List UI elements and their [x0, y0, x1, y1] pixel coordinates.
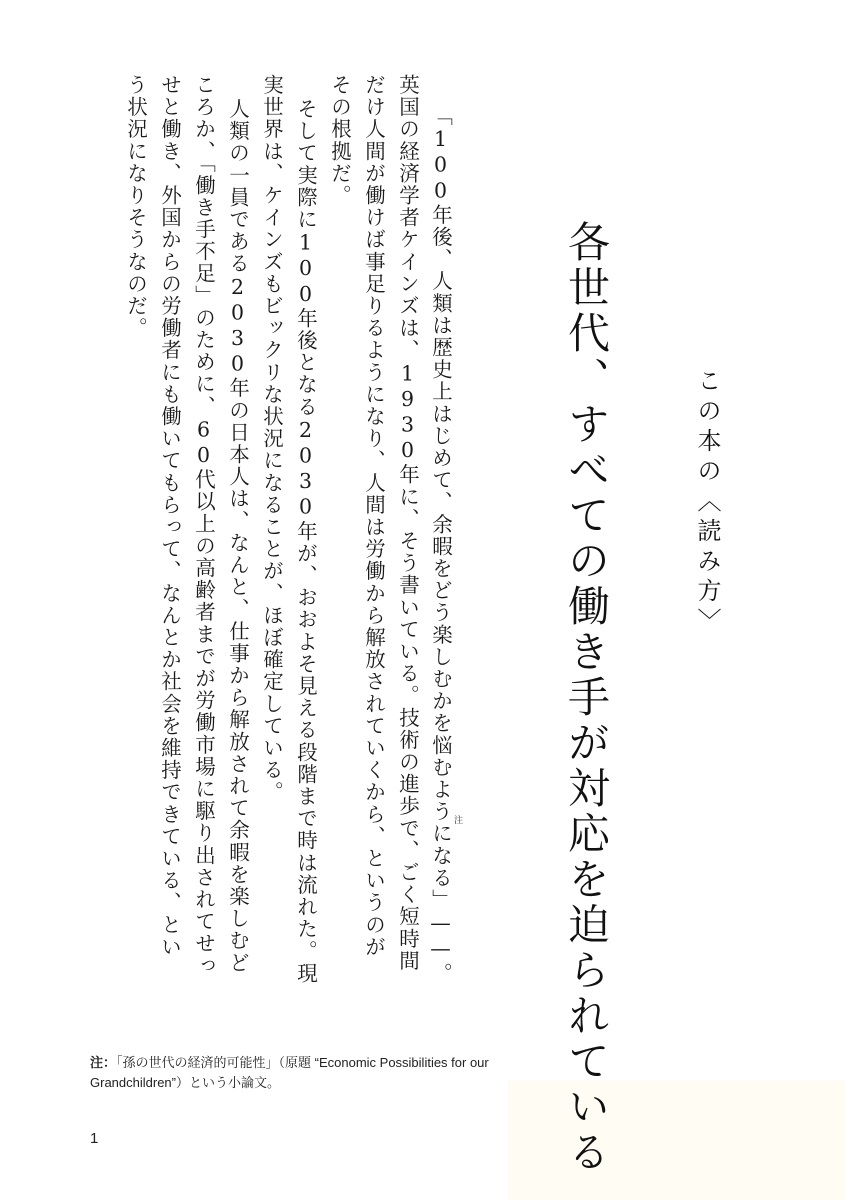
- body-column: う状況になりそうなのだ。: [123, 74, 148, 340]
- body-column: せと働き、外国からの労働者にも働いてもらって、なんとか社会を維持できている、とい: [157, 74, 182, 958]
- body-column: ころか、「働き手不足」のために、60代以上の高齢者までが労働市場に駆り出されてせっ: [191, 74, 216, 977]
- page-number: 1: [90, 1130, 99, 1147]
- body-column: その根拠だ。: [327, 74, 352, 207]
- page-title: 各世代、すべての働き手が対応を迫られている: [562, 220, 611, 1176]
- footnote-marker: 注: [454, 816, 464, 826]
- body-column: 「100年後、人類は歴史上はじめて、余暇をどう楽しむかを悩むようになる」——。: [428, 105, 453, 985]
- body-column: 英国の経済学者ケインズは、1930年に、そう書いている。技術の進歩で、ごく短時間: [395, 74, 420, 972]
- footnote: [90, 1053, 490, 1093]
- body-column: だけ人間が働けば事足りるようになり、人間は労働から解放されていくから、というのが: [361, 74, 386, 958]
- body-column: そして実際に100年後となる2030年が、おおよそ見える段階まで時は流れた。現: [293, 98, 318, 985]
- footnote-text: 「孫の世代の経済的可能性」（原題 “Economic Possibilities for our Grandchildren”）という小論文。: [90, 1055, 489, 1090]
- body-column: 実世界は、ケインズもビックリな状況になることが、ほぼ確定している。: [259, 74, 284, 804]
- body-column: 人類の一員である2030年の日本人は、なんと、仕事から解放されて余暇を楽しむど: [225, 98, 250, 974]
- section-header-label: この本の〈読み方〉: [693, 368, 721, 638]
- decorative-tint-block: [508, 1080, 845, 1200]
- footnote-label: 注：: [90, 1055, 117, 1070]
